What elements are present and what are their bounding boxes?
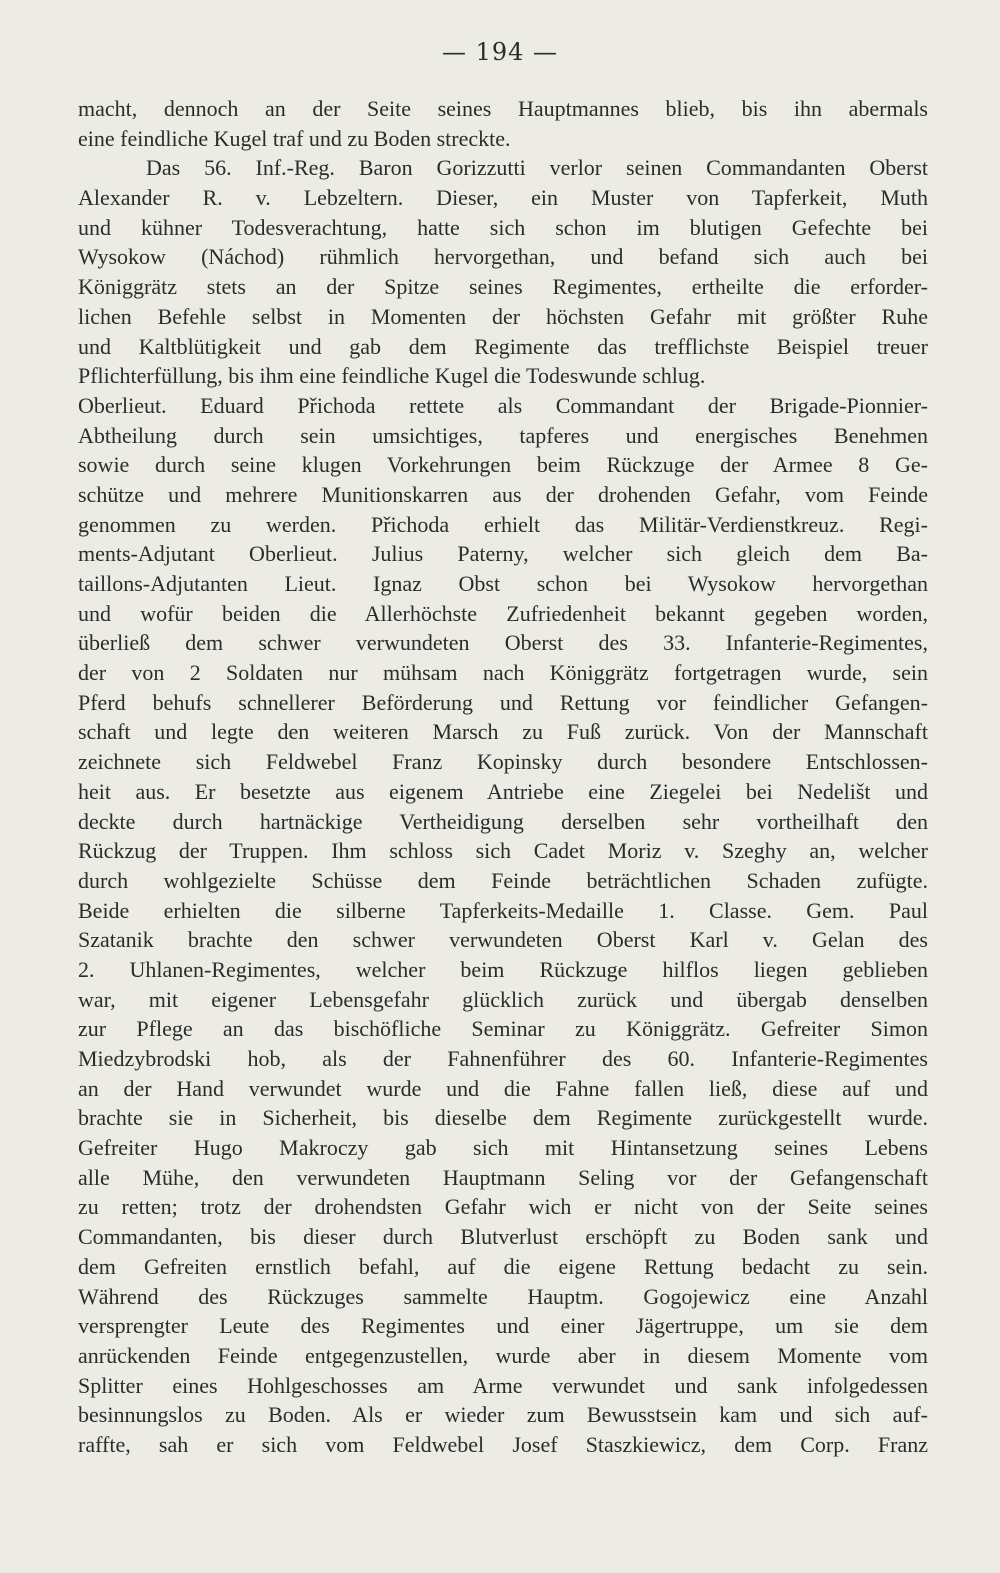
text-line: der von 2 Soldaten nur mühsam nach Königgrätz fortgetragen wurde, sein [78,660,928,686]
text-line: deckte durch hartnäckige Vertheidigung derselben sehr vortheilhaft den [78,808,928,834]
text-line: Oberlieut. Eduard Přichoda rettete als Commandant der Brigade-Pionnier- [78,392,928,418]
text-line: Das 56. Inf.-Reg. Baron Gorizzutti verlor seinen Commandanten Oberst [146,155,928,181]
text-line: ments-Adjutant Oberlieut. Julius Paterny, welcher sich gleich dem Ba- [78,541,928,567]
text-line: Gefreiter Hugo Makroczy gab sich mit Hintansetzung seines Lebens [78,1135,928,1161]
text-line: schütze und mehrere Munitionskarren aus der drohenden Gefahr, vom Feinde [78,481,928,507]
text-line: überließ dem schwer verwundeten Oberst des 33. Infanterie-Regimentes, [78,630,928,656]
text-line: Abtheilung durch sein umsichtiges, tapferes und energisches Benehmen [78,422,928,448]
text-line: Commandanten, bis dieser durch Blutverlust erschöpft zu Boden sank und [78,1224,928,1250]
text-line: besinnungslos zu Boden. Als er wieder zum Bewusstsein kam und sich auf- [78,1402,928,1428]
text-line: zu retten; trotz der drohendsten Gefahr wich er nicht von der Seite seines [78,1194,928,1220]
text-line: Miedzybrodski hob, als der Fahnenführer des 60. Infanterie-Regimentes [78,1046,928,1071]
text-line: und wofür beiden die Allerhöchste Zufriedenheit bekannt gegeben worden, [78,600,928,626]
text-line: genommen zu werden. Přichoda erhielt das Militär-Verdienstkreuz. Regi- [78,511,928,537]
text-line: war, mit eigener Lebensgefahr glücklich zurück und übergab denselben [78,986,928,1012]
text-line: raffte, sah er sich vom Feldwebel Josef Staszkiewicz, dem Corp. Franz [78,1431,928,1457]
text-line: sowie durch seine klugen Vorkehrungen beim Rückzuge der Armee 8 Ge- [78,452,928,478]
text-line: lichen Befehle selbst in Momenten der höchsten Gefahr mit größter Ruhe [78,303,928,329]
text-line: Szatanik brachte den schwer verwundeten Oberst Karl v. Gelan des [78,927,928,953]
text-line: brachte sie in Sicherheit, bis dieselbe dem Regimente zurückgestellt wurde. [78,1105,928,1131]
text-line: anrückenden Feinde entgegenzustellen, wurde aber in diesem Momente vom [78,1342,928,1368]
text-line: durch wohlgezielte Schüsse dem Feinde beträchtlichen Schaden zufügte. [78,867,928,893]
text-line: alle Mühe, den verwundeten Hauptmann Seling vor der Gefangenschaft [78,1164,928,1190]
text-line: versprengter Leute des Regimentes und einer Jägertruppe, um sie dem [78,1313,928,1339]
text-line: Rückzug der Truppen. Ihm schloss sich Cadet Moriz v. Szeghy an, welcher [78,838,928,864]
text-line: Splitter eines Hohlgeschosses am Arme verwundet und sank infolgedessen [78,1372,928,1398]
text-line: Beide erhielten die silberne Tapferkeits-Medaille 1. Classe. Gem. Paul [78,897,928,923]
page-number-header: — 194 — [441,38,559,66]
text-line: 2. Uhlanen-Regimentes, welcher beim Rückzuge hilflos liegen geblieben [78,956,928,982]
text-line: zeichnete sich Feldwebel Franz Kopinsky durch besondere Entschlossen- [78,749,928,775]
text-line: Pflichterfüllung, bis ihm eine feindliche Kugel die Todeswunde schlug. [78,363,706,389]
text-line: Pferd behufs schnellerer Beförderung und Rettung vor feindlicher Gefangen- [78,689,928,715]
text-line: und kühner Todesverachtung, hatte sich schon im blutigen Gefechte bei [78,214,928,240]
text-line: Alexander R. v. Lebzeltern. Dieser, ein Muster von Tapferkeit, Muth [78,185,928,211]
text-line: Wysokow (Náchod) rühmlich hervorgethan, und befand sich auch bei [78,244,928,270]
text-line: zur Pflege an das bischöfliche Seminar zu Königgrätz. Gefreiter Simon [78,1016,928,1042]
text-line: an der Hand verwundet wurde und die Fahne fallen ließ, diese auf und [78,1075,928,1101]
text-line: macht, dennoch an der Seite seines Hauptmannes blieb, bis ihn abermals [78,96,928,121]
text-line: dem Gefreiten ernstlich befahl, auf die eigene Rettung bedacht zu sein. [78,1253,928,1279]
text-line: Während des Rückzuges sammelte Hauptm. Gogojewicz eine Anzahl [78,1283,928,1309]
text-line: Königgrätz stets an der Spitze seines Regimentes, ertheilte die erforder- [78,274,928,300]
text-line: heit aus. Er besetzte aus eigenem Antriebe eine Ziegelei bei Nedelišt und [78,778,928,804]
text-line: und Kaltblütigkeit und gab dem Regimente das trefflichste Beispiel treuer [78,333,928,359]
text-line: eine feindliche Kugel traf und zu Boden streckte. [78,125,511,151]
text-line: schaft und legte den weiteren Marsch zu Fuß zurück. Von der Mannschaft [78,719,928,745]
body-text [78,94,928,1460]
text-line: taillons-Adjutanten Lieut. Ignaz Obst schon bei Wysokow hervorgethan [78,571,928,596]
